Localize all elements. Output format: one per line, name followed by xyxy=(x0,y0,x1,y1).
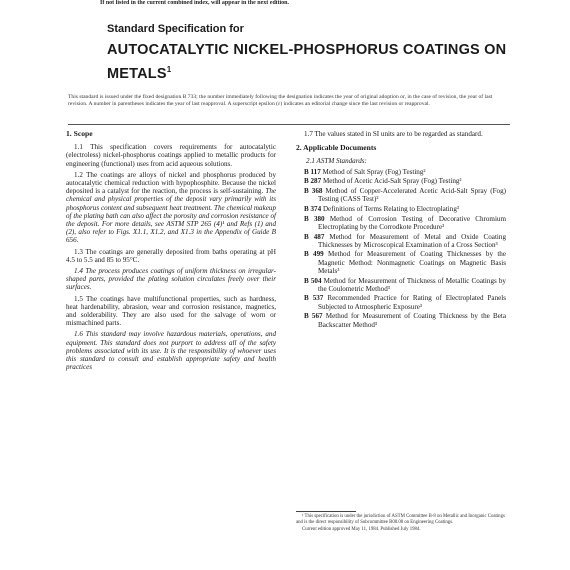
applicable-documents-heading: 2. Applicable Documents xyxy=(296,143,377,153)
reference-code: B 567 xyxy=(304,312,323,321)
designation-intro: This standard is issued under the fixed designation B 733; the number immediately following the designation indicates the year of original adoption or, in the case of revision, the year of last revision. A number in parentheses indicates the year of last reapproval. A superscript epsilon (ε) indicates an editorial change since the last revision or reapproval. xyxy=(68,94,493,107)
title-footnote-marker: 1 xyxy=(166,65,172,74)
scope-paragraph-1-3: 1.3 The coatings are generally deposited from baths operating at pH 4.5 to 5.5 and 85 to 95°C. xyxy=(66,247,276,264)
reference-title: Method of Salt Spray (Fog) Testing² xyxy=(322,167,426,176)
left-column xyxy=(66,130,276,374)
reference-title: Method of Acetic Acid-Salt Spray (Fog) Testing² xyxy=(322,177,462,186)
scope-paragraph-1-5: 1.5 The coatings have multifunctional properties, such as hardness, heat hardenability, abrasion, wear and corrosion resistance, magnetics, and solderability. They are also used for the salvage of worn or mismachined parts. xyxy=(66,294,276,328)
reference-item xyxy=(296,187,506,203)
reference-code: B 117 xyxy=(304,167,321,176)
reference-code: B 368 xyxy=(304,187,323,196)
reference-code: B 487 xyxy=(304,232,325,241)
reference-item xyxy=(296,168,506,176)
reference-item xyxy=(296,250,506,275)
standard-label: Standard Specification for xyxy=(107,23,244,35)
scope-paragraph-1-2-b: The chemical and physical properties of the deposit vary primarily with its phosphorus content and subsequent heat treatment. The chemical makeup of the plating bath can also affect the porosity and corrosion resistance of the deposit. For more details, see ASTM STP 265 (4)¹ and Refs (1) and (2), also refer to Figs. X1.1, X1.2, and X1.3 in the Appendix of Guide B 656. xyxy=(66,187,277,245)
reference-code: B 504 xyxy=(304,276,322,285)
reference-item xyxy=(296,215,506,231)
reference-item xyxy=(296,312,506,328)
edition-note: If not listed in the current combined index, will appear in the next edition. xyxy=(100,0,289,6)
reference-item xyxy=(296,233,506,249)
footnote-1: ¹ This specification is under the jurisdiction of ASTM Committee B-8 on Metallic and Inorganic Coatings and is the direct responsibility of Subcommittee B08.08 on Engineering Coatings. xyxy=(296,514,505,525)
reference-title: Method for Measurement of Coating Thickness by the Beta Backscatter Method³ xyxy=(318,312,506,329)
scope-paragraph-1-6: 1.6 This standard may involve hazardous materials, operations, and equipment. This standard does not purport to address all of the safety problems associated with its use. It is the responsibility of whoever uses this standard to consult and establish appropriate safety and health practices xyxy=(66,330,276,372)
reference-title: Method for Measurement of Coating Thicknesses by the Magnetic Method: Nonmagnetic Coatings on Magnetic Basis Metals³ xyxy=(318,250,506,275)
header-divider xyxy=(68,124,510,125)
reference-item xyxy=(296,205,506,213)
scope-paragraph-1-4: 1.4 The process produces coatings of uniform thickness on irregular-shaped parts, provided the plating solution circulates freely over their surfaces. xyxy=(66,267,276,292)
reference-code: B 380 xyxy=(304,214,325,223)
reference-item xyxy=(296,277,506,293)
footnote-divider xyxy=(296,511,356,512)
reference-item xyxy=(296,294,506,310)
scope-paragraph-1-2 xyxy=(66,171,276,245)
reference-code: B 287 xyxy=(304,177,322,186)
reference-title: Method for Measurement of Metal and Oxide Coating Thicknesses by Microscopical Examination of a Cross Section³ xyxy=(318,232,506,249)
footnotes xyxy=(296,514,506,533)
title-text: AUTOCATALYTIC NICKEL-PHOSPHORUS COATINGS ON METALS xyxy=(107,42,507,82)
reference-title: Method of Copper-Accelerated Acetic Acid-Salt Spray (Fog) Testing (CASS Test)² xyxy=(318,187,506,204)
reference-code: B 374 xyxy=(304,204,322,213)
reference-title: Method of Corrosion Testing of Decorative Chromium Electroplating by the Corrodkote Procedure³ xyxy=(318,214,506,231)
right-column xyxy=(296,130,506,330)
scope-paragraph-1-7: 1.7 The values stated in SI units are to be regarded as standard. xyxy=(304,130,483,138)
reference-title: Method for Measurement of Thickness of Metallic Coatings by the Coulometric Method³ xyxy=(318,276,506,293)
astm-standards-subheading: 2.1 ASTM Standards: xyxy=(306,157,367,166)
reference-code: B 499 xyxy=(304,250,324,259)
reference-code: B 537 xyxy=(304,294,324,303)
document-title xyxy=(107,40,507,84)
footnote-approval: Current edition approved May 11, 1984. Published July 1984. xyxy=(302,526,421,532)
reference-title: Definitions of Terms Relating to Electroplating³ xyxy=(322,204,459,213)
scope-heading: 1. Scope xyxy=(66,129,93,138)
reference-title: Recommended Practice for Rating of Electroplated Panels Subjected to Atmospheric Exposure³ xyxy=(318,294,507,311)
scope-paragraph-1-1: 1.1 This specification covers requirements for autocatalytic (electroless) nickel-phosphorus coatings applied to metallic products for engineering (functional) uses from acid aqueous solutions. xyxy=(66,143,276,168)
scope-paragraph-1-2-a: 1.2 The coatings are alloys of nickel and phosphorus produced by autocatalytic chemical reduction with hypophosphite. Because the nickel deposited is a catalyst for the reaction, the process is self-sustaining. xyxy=(66,170,276,196)
reference-item xyxy=(296,177,506,185)
